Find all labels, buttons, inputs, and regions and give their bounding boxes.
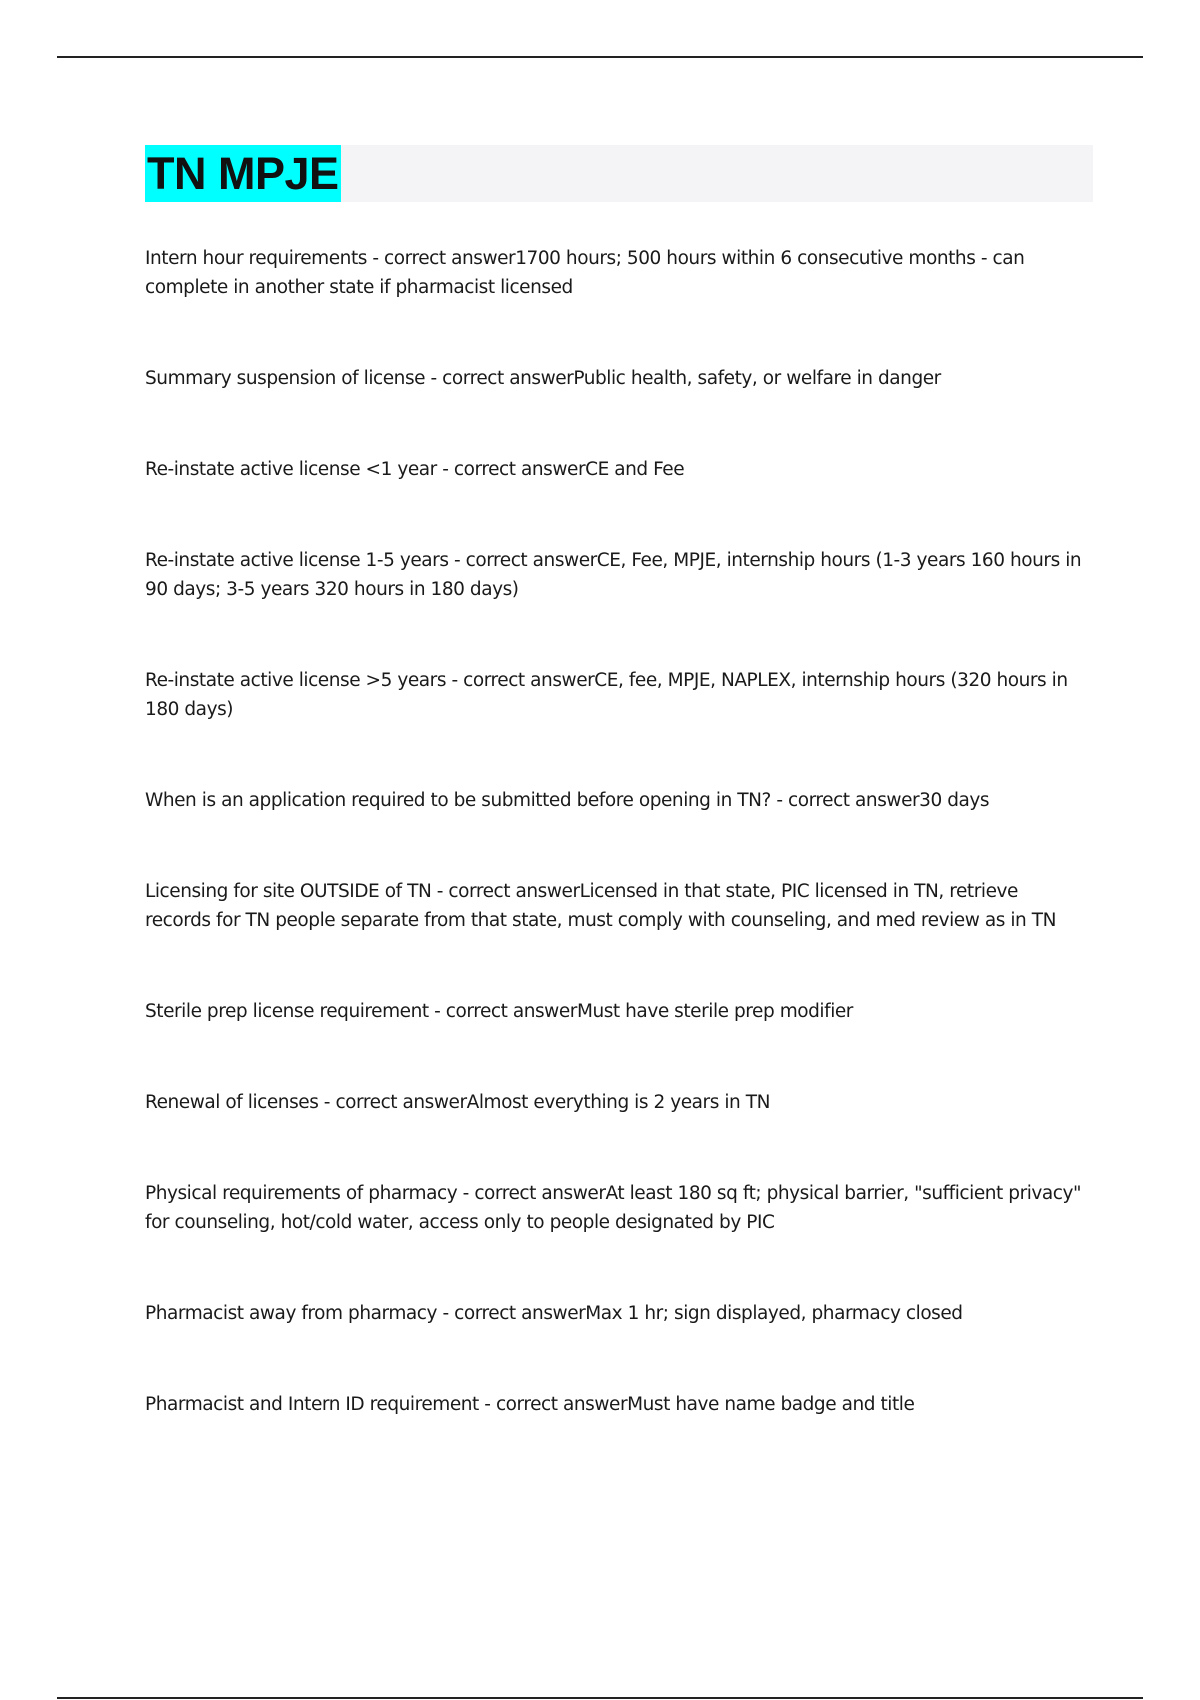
flashcard-entry: Re-instate active license >5 years - correct answerCE, fee, MPJE, NAPLEX, internship hours (320 hours in 180 days) <box>145 670 1068 720</box>
flashcard-entry: Pharmacist and Intern ID requirement - correct answerMust have name badge and title <box>145 1394 915 1415</box>
flashcard-entry: Re-instate active license <1 year - correct answerCE and Fee <box>145 459 685 480</box>
flashcard-entry: Physical requirements of pharmacy - correct answerAt least 180 sq ft; physical barrier, "sufficient privacy" for counseling, hot/cold water, access only to people designated by PIC <box>145 1183 1082 1233</box>
page-bottom-rule <box>57 1697 1143 1699</box>
flashcard-entry: Pharmacist away from pharmacy - correct answerMax 1 hr; sign displayed, pharmacy closed <box>145 1303 963 1324</box>
page-top-rule <box>57 56 1143 58</box>
flashcard-entry: Intern hour requirements - correct answer1700 hours; 500 hours within 6 consecutive months - can complete in another state if pharmacist licensed <box>145 248 1025 298</box>
flashcard-entry: Renewal of licenses - correct answerAlmost everything is 2 years in TN <box>145 1092 770 1113</box>
flashcard-entry: Summary suspension of license - correct answerPublic health, safety, or welfare in danger <box>145 368 941 389</box>
flashcard-entry: Licensing for site OUTSIDE of TN - correct answerLicensed in that state, PIC licensed in TN, retrieve records for TN people separate from that state, must comply with counseling, and med review as in TN <box>145 881 1056 931</box>
flashcard-list <box>145 244 1085 1481</box>
flashcard-entry: Sterile prep license requirement - correct answerMust have sterile prep modifier <box>145 1001 853 1022</box>
document-title: TN MPJE <box>145 145 341 202</box>
flashcard-entry: When is an application required to be submitted before opening in TN? - correct answer30 days <box>145 790 990 811</box>
flashcard-entry: Re-instate active license 1-5 years - correct answerCE, Fee, MPJE, internship hours (1-3 years 160 hours in 90 days; 3-5 years 320 hours in 180 days) <box>145 550 1082 600</box>
